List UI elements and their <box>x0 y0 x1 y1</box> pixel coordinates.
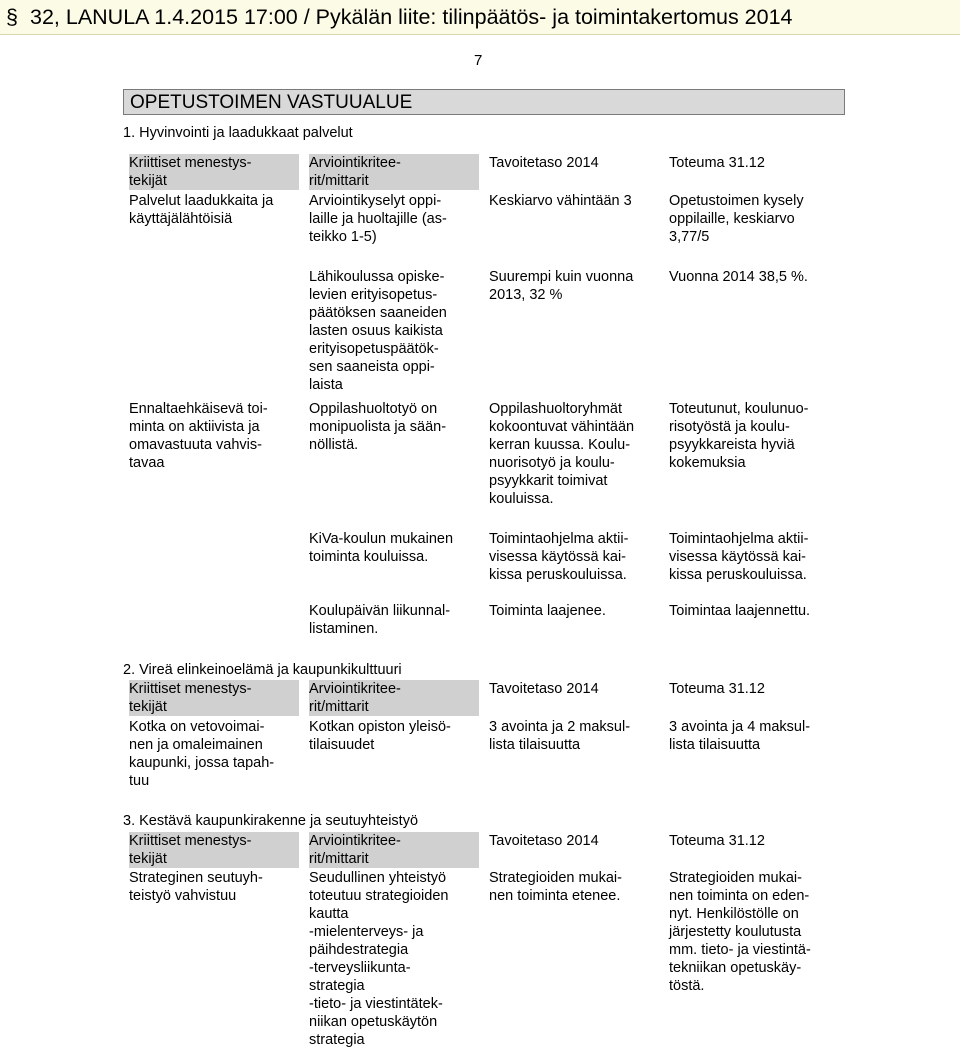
table-header-2 <box>123 680 845 720</box>
row-critical-factor: Kotka on vetovoimai- nen ja omaleimainen kaupunki, jossa tapah- tuu <box>129 719 275 789</box>
row-criterion: Seudullinen yhteistyö toteutuu strategioiden kautta -mielenterveys- ja päihdestrategia -terveysliikunta- strategia -tieto- ja viestintätek- niikan opetuskäytön strategia <box>309 870 449 1048</box>
row-actual: Toimintaohjelma aktii- visessa käytössä kai- kissa peruskouluissa. <box>669 531 809 583</box>
section-title-1: 1. Hyvinvointi ja laadukkaat palvelut <box>123 125 353 141</box>
row-target: Keskiarvo vähintään 3 <box>489 193 632 209</box>
table-row <box>123 602 845 640</box>
page-number: 7 <box>474 52 483 69</box>
department-heading: OPETUSTOIMEN VASTUUALUE <box>123 89 845 115</box>
table-row <box>123 400 845 510</box>
section-title-2: 2. Vireä elinkeinoelämä ja kaupunkikulttuuri <box>123 662 402 678</box>
header-critical-factors: Kriittiset menestys- tekijät <box>129 154 299 190</box>
row-actual: Vuonna 2014 38,5 %. <box>669 269 808 285</box>
row-criterion: Oppilashuoltotyö on monipuolista ja sään- nöllistä. <box>309 401 447 453</box>
row-actual: Opetustoimen kysely oppilaille, keskiarvo 3,77/5 <box>669 193 804 245</box>
document-banner <box>0 0 960 35</box>
row-target: Suurempi kuin vuonna 2013, 32 % <box>489 269 634 303</box>
header-actual: Toteuma 31.12 <box>669 833 765 849</box>
header-critical-factors: Kriittiset menestys- tekijät <box>129 680 299 716</box>
row-actual: 3 avointa ja 4 maksul- lista tilaisuutta <box>669 719 811 753</box>
row-criterion: KiVa-koulun mukainen toiminta kouluissa. <box>309 531 454 565</box>
header-target-level: Tavoitetaso 2014 <box>489 681 599 697</box>
section-title-3: 3. Kestävä kaupunkirakenne ja seutuyhteistyö <box>123 813 419 829</box>
header-criteria: Arviointikritee- rit/mittarit <box>309 832 479 868</box>
header-target-level: Tavoitetaso 2014 <box>489 833 599 849</box>
banner-title: 32, LANULA 1.4.2015 17:00 / Pykälän liite: tilinpäätös- ja toimintakertomus 2014 <box>30 5 793 29</box>
header-actual: Toteuma 31.12 <box>669 155 765 171</box>
row-actual: Toimintaa laajennettu. <box>669 603 811 619</box>
row-critical-factor: Strateginen seutuyh- teistyö vahvistuu <box>129 870 263 904</box>
row-criterion: Arviointikyselyt oppi- laille ja huoltajille (as- teikko 1-5) <box>309 193 447 245</box>
header-actual: Toteuma 31.12 <box>669 681 765 697</box>
row-target: Toiminta laajenee. <box>489 603 606 619</box>
row-target: 3 avointa ja 2 maksul- lista tilaisuutta <box>489 719 631 753</box>
row-target: Strategioiden mukai- nen toiminta etenee. <box>489 870 622 904</box>
table-row <box>123 530 845 586</box>
table-row <box>123 718 845 794</box>
row-target: Oppilashuoltoryhmät kokoontuvat vähintään kerran kuussa. Koulu- nuorisotyö ja koulu- psyykkarit toimivat kouluissa. <box>489 401 635 507</box>
table-row <box>123 268 845 398</box>
table-header-1 <box>123 154 845 194</box>
row-criterion: Koulupäivän liikunnal- listaminen. <box>309 603 451 637</box>
header-target-level: Tavoitetaso 2014 <box>489 155 599 171</box>
row-actual: Toteutunut, koulunuo- risotyöstä ja koulu- psyykkareista hyviä kokemuksia <box>669 401 809 471</box>
table-row <box>123 192 845 252</box>
row-criterion: Lähikoulussa opiske- levien erityisopetus- päätöksen saaneiden lasten osuus kaikista erityisopetuspäätök- sen saaneista oppi- laista <box>309 269 447 393</box>
header-critical-factors: Kriittiset menestys- tekijät <box>129 832 299 868</box>
header-criteria: Arviointikritee- rit/mittarit <box>309 680 479 716</box>
table-header-3 <box>123 832 845 872</box>
row-target: Toimintaohjelma aktii- visessa käytössä kai- kissa peruskouluissa. <box>489 531 629 583</box>
section-sign: § <box>6 5 18 29</box>
table-row <box>123 869 845 1055</box>
row-criterion: Kotkan opiston yleisö- tilaisuudet <box>309 719 451 753</box>
header-criteria: Arviointikritee- rit/mittarit <box>309 154 479 190</box>
row-critical-factor: Ennaltaehkäisevä toi- minta on aktiivista ja omavastuuta vahvis- tavaa <box>129 401 268 471</box>
row-critical-factor: Palvelut laadukkaita ja käyttäjälähtöisiä <box>129 193 274 227</box>
row-actual: Strategioiden mukai- nen toiminta on eden- nyt. Henkilöstölle on järjestetty koulutusta mm. tieto- ja viestintä- tekniikan opetuskäy- töstä. <box>669 870 811 994</box>
